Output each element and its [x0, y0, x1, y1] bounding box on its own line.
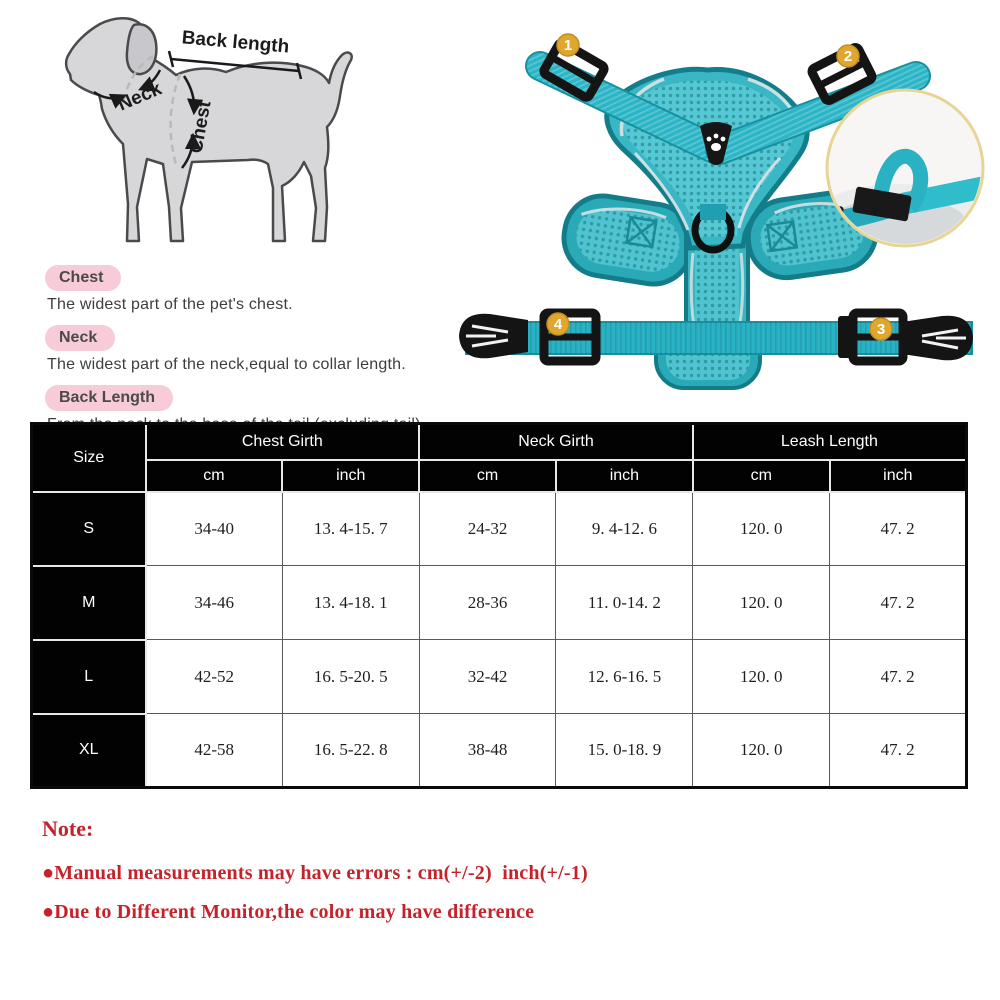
chest-label: Chest — [185, 99, 216, 155]
value-cell: 13. 4-18. 1 — [282, 566, 419, 640]
value-cell: 120. 0 — [693, 714, 830, 788]
table-row-xl — [32, 714, 967, 788]
neck-label: Neck — [114, 78, 165, 116]
term-pill-chest: Chest — [45, 265, 121, 291]
value-cell: 38-48 — [419, 714, 556, 788]
unit-header: inch — [830, 460, 967, 492]
value-cell: 34-40 — [146, 492, 283, 566]
column-group-leash-length: Leash Length — [693, 424, 967, 460]
unit-header: inch — [282, 460, 419, 492]
term-pill-neck: Neck — [45, 325, 115, 351]
svg-text:4: 4 — [553, 316, 563, 333]
svg-text:3: 3 — [876, 321, 886, 338]
table-corner-header: Size — [32, 424, 146, 492]
value-cell: 9. 4-12. 6 — [556, 492, 693, 566]
unit-header: cm — [419, 460, 556, 492]
harness-svg — [450, 8, 1000, 408]
back-length-label: Back length — [180, 27, 291, 58]
unit-header: inch — [556, 460, 693, 492]
svg-text:1: 1 — [563, 37, 573, 54]
svg-text:2: 2 — [843, 48, 853, 65]
value-cell: 12. 6-16. 5 — [556, 640, 693, 714]
table-row-l — [32, 640, 967, 714]
term-description-chest: The widest part of the pet's chest. — [47, 296, 293, 313]
value-cell: 47. 2 — [830, 640, 967, 714]
definitions-section — [45, 265, 485, 445]
value-cell: 120. 0 — [693, 566, 830, 640]
definition-chest — [45, 265, 485, 314]
value-cell: 16. 5-22. 8 — [282, 714, 419, 788]
note-item: ●Due to Different Monitor,the color may have difference — [42, 901, 535, 923]
term-description-neck: The widest part of the neck,equal to collar length. — [47, 356, 406, 373]
callout-badge-4 — [547, 313, 569, 335]
value-cell: 47. 2 — [830, 566, 967, 640]
table-row-m — [32, 566, 967, 640]
callout-badge-3 — [870, 318, 892, 340]
note-item: ●Manual measurements may have errors : cm(+/-2) inch(+/-1) — [42, 862, 588, 884]
value-cell: 13. 4-15. 7 — [282, 492, 419, 566]
unit-header: cm — [693, 460, 830, 492]
size-cell: L — [32, 640, 146, 714]
value-cell: 42-58 — [146, 714, 283, 788]
value-cell: 42-52 — [146, 640, 283, 714]
column-group-neck-girth: Neck Girth — [419, 424, 693, 460]
size-table — [30, 422, 968, 789]
term-pill-back-length: Back Length — [45, 385, 173, 411]
value-cell: 11. 0-14. 2 — [556, 566, 693, 640]
definition-neck — [45, 325, 485, 374]
column-group-chest-girth: Chest Girth — [146, 424, 420, 460]
value-cell: 16. 5-20. 5 — [282, 640, 419, 714]
dog-diagram-svg — [30, 10, 470, 260]
notes-section — [42, 816, 902, 940]
unit-header: cm — [146, 460, 283, 492]
table-row-s — [32, 492, 967, 566]
value-cell: 15. 0-18. 9 — [556, 714, 693, 788]
value-cell: 47. 2 — [830, 492, 967, 566]
side-release-buckle-right — [902, 316, 973, 361]
size-cell: S — [32, 492, 146, 566]
value-cell: 120. 0 — [693, 492, 830, 566]
callout-badge-2 — [837, 45, 859, 67]
callout-badge-1 — [557, 34, 579, 56]
size-cell: XL — [32, 714, 146, 788]
value-cell: 32-42 — [419, 640, 556, 714]
value-cell: 120. 0 — [693, 640, 830, 714]
value-cell: 24-32 — [419, 492, 556, 566]
value-cell: 47. 2 — [830, 714, 967, 788]
size-cell: M — [32, 566, 146, 640]
value-cell: 28-36 — [419, 566, 556, 640]
value-cell: 34-46 — [146, 566, 283, 640]
dog-measurement-diagram — [30, 10, 470, 260]
note-title: Note: — [42, 816, 94, 841]
harness-product-photo — [450, 8, 1000, 408]
